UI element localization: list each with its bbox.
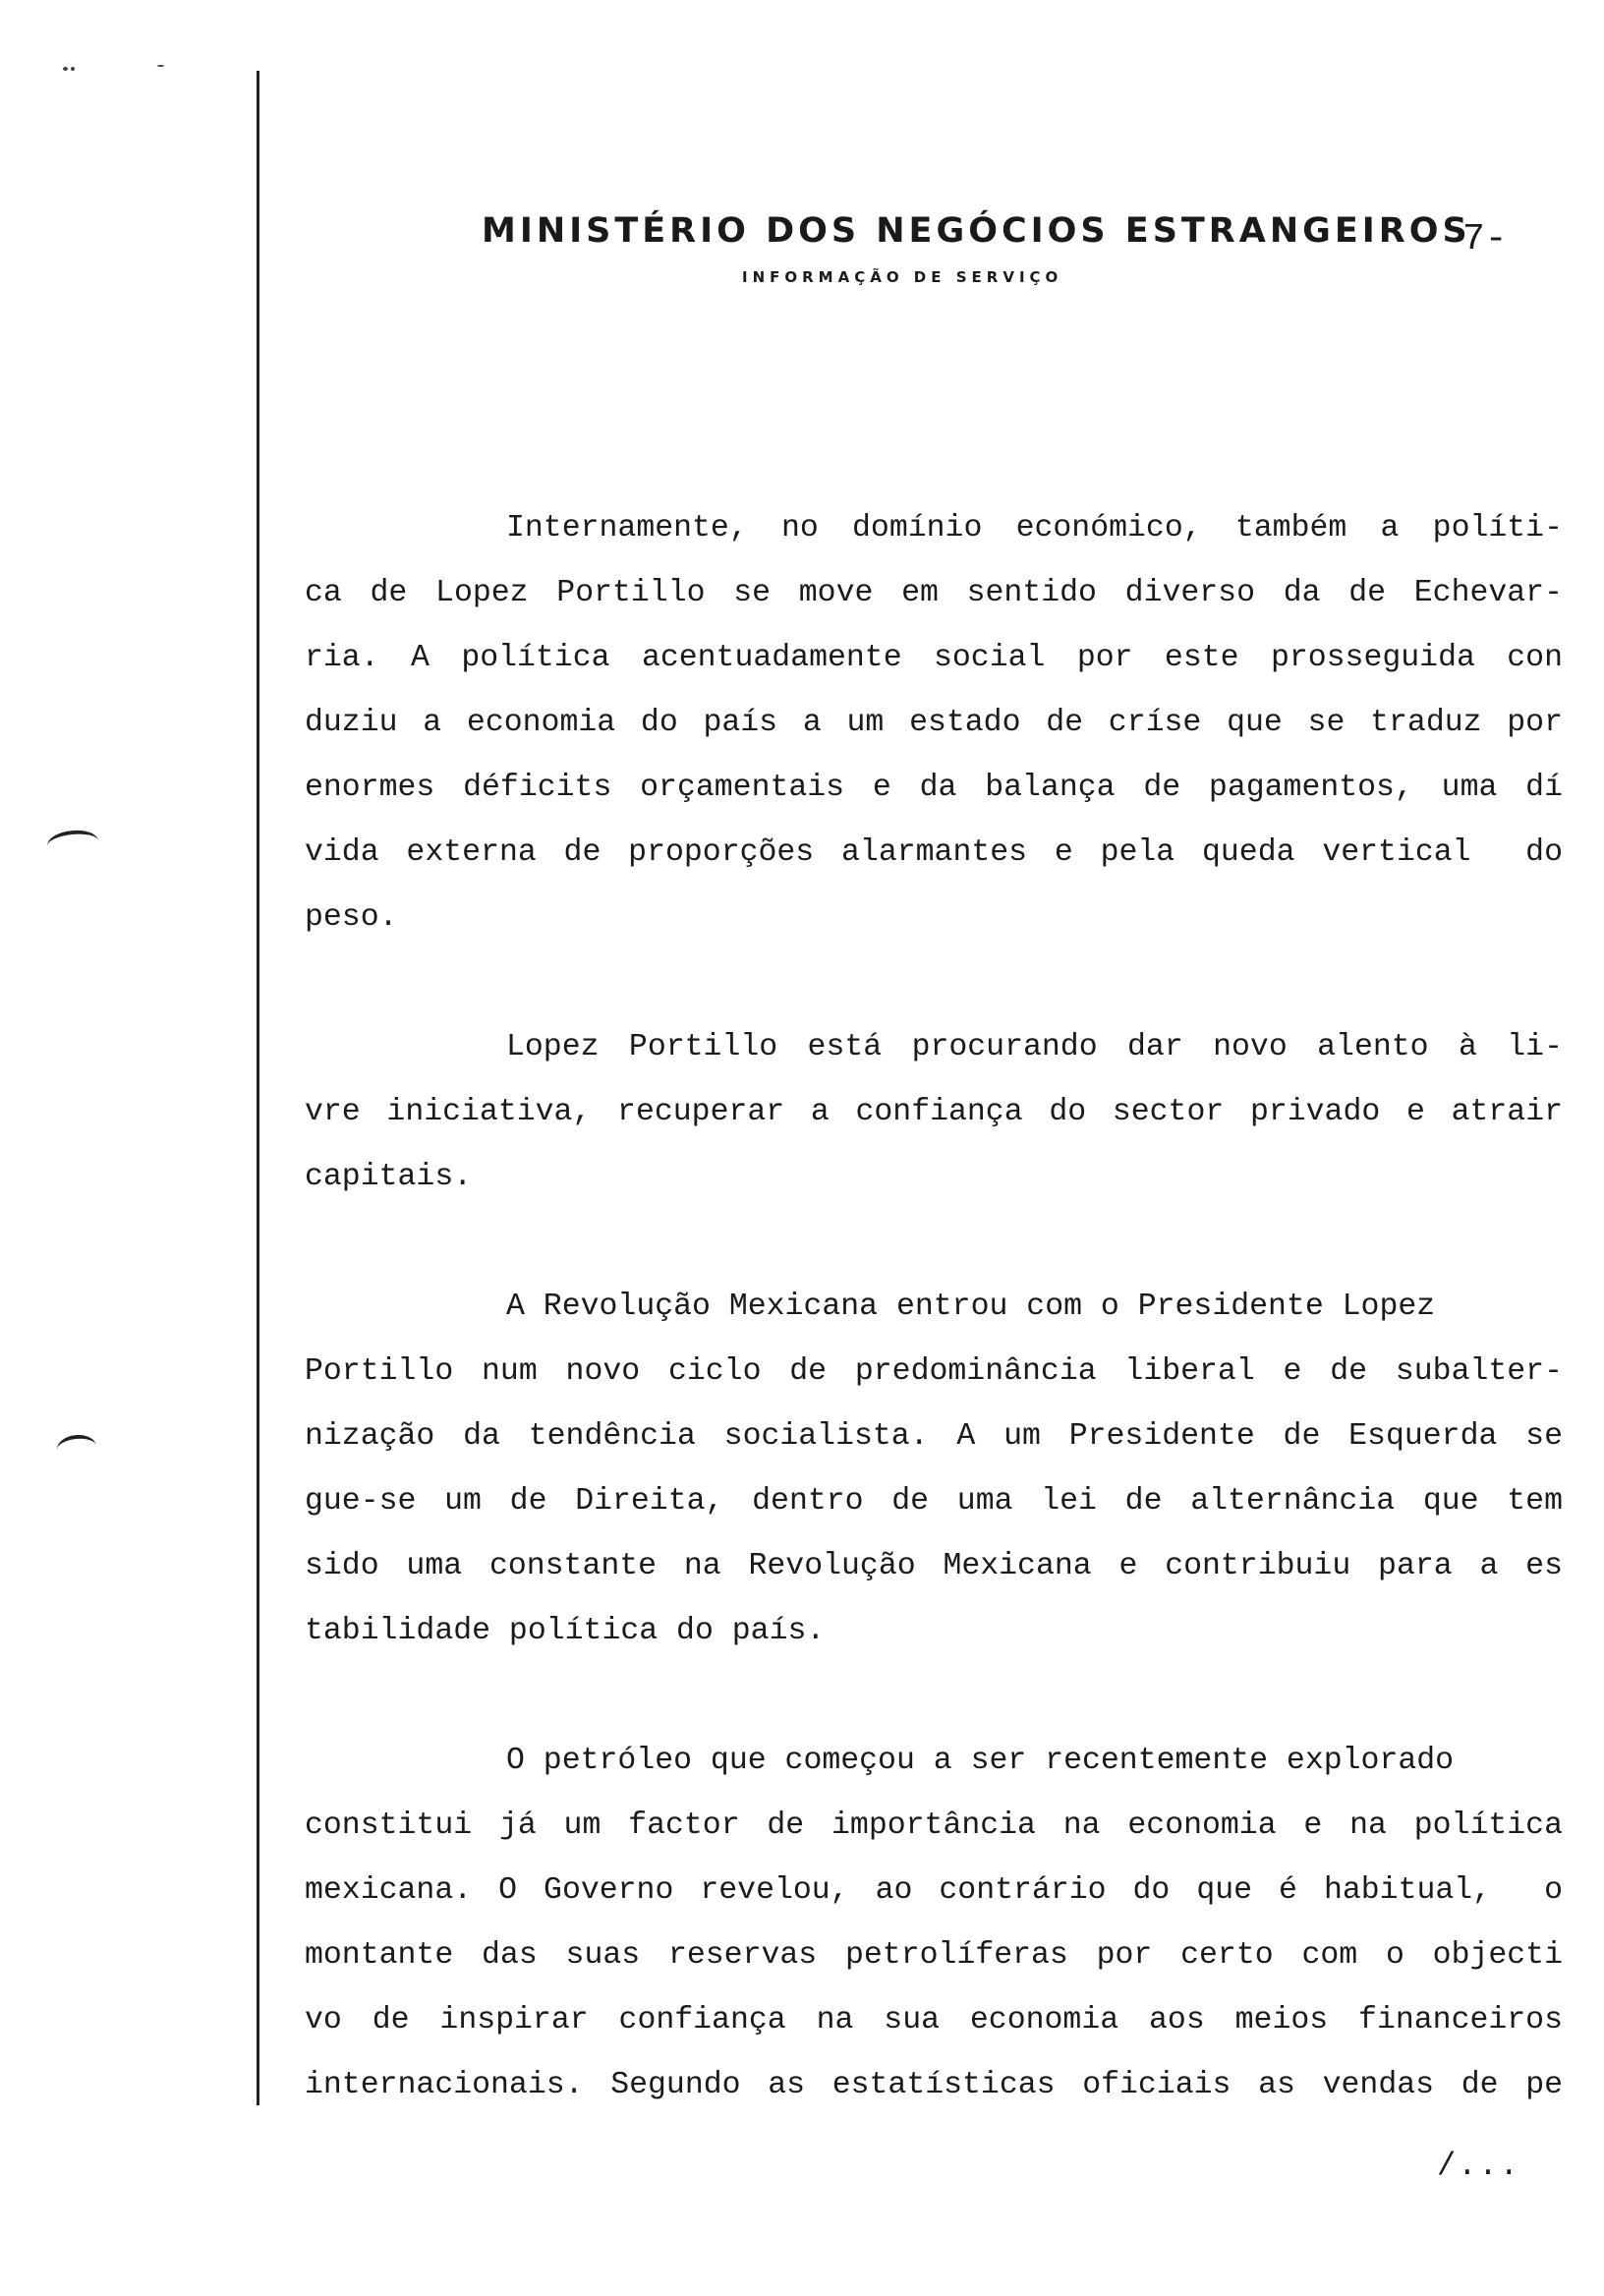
text-line: capitais. (305, 1160, 473, 1194)
hole-punch-mark (46, 828, 99, 858)
text-line: O petróleo que começou a ser recentemente explorado (506, 1744, 1455, 1778)
text-line: Lopez Portillo está procurando dar novo alento à li- (506, 1030, 1563, 1064)
text-line: A Revolução Mexicana entrou com o Presidente Lopez (506, 1290, 1436, 1324)
text-line: ria. A política acentuadamente social por este prosseguida con (305, 641, 1563, 675)
text-line: vo de inspirar confiança na sua economia aos meios financeiros (305, 2003, 1563, 2038)
paragraph (305, 1015, 1563, 1210)
ink-speck (63, 67, 68, 71)
text-line: ca de Lopez Portillo se move em sentido diverso da de Echevar- (305, 576, 1563, 610)
text-line: montante das suas reservas petrolíferas por certo com o objecti (305, 1938, 1563, 1973)
left-margin-rule (257, 71, 259, 2105)
text-line: internacionais. Segundo as estatísticas oficiais as vendas de pe (305, 2068, 1563, 2102)
text-line: enormes déficits orçamentais e da balança de pagamentos, uma dí (305, 771, 1563, 805)
letterhead (482, 211, 1471, 286)
text-line: Portillo num novo ciclo de predominância liberal e de subalter- (305, 1354, 1563, 1389)
text-line: nização da tendência socialista. A um Presidente de Esquerda se (305, 1419, 1563, 1454)
text-line: mexicana. O Governo revelou, ao contrário do que é habitual, o (305, 1873, 1563, 1908)
text-line: constitui já um factor de importância na economia e na política (305, 1808, 1563, 1843)
ink-speck (71, 67, 75, 71)
text-line: sido uma constante na Revolução Mexicana e contribuiu para a es (305, 1549, 1563, 1583)
text-line: vida externa de proporções alarmantes e pela queda vertical do (305, 835, 1563, 870)
hole-punch-mark (56, 1433, 97, 1463)
ink-speck (157, 65, 164, 67)
service-subtitle: INFORMAÇÃO DE SERVIÇO (742, 268, 1063, 286)
ministry-title: MINISTÉRIO DOS NEGÓCIOS ESTRANGEIROS (482, 211, 1471, 251)
text-line: duziu a economia do país a um estado de críse que se traduz por (305, 706, 1563, 740)
text-line: vre iniciativa, recuperar a confiança do sector privado e atrair (305, 1095, 1563, 1129)
text-line: tabilidade política do país. (305, 1614, 826, 1648)
text-line: peso. (305, 900, 398, 935)
paragraph (305, 496, 1563, 950)
text-line: Internamente, no domínio económico, também a políti- (506, 511, 1563, 545)
paragraph (305, 1275, 1563, 1664)
text-line: gue-se um de Direita, dentro de uma lei de alternância que tem (305, 1484, 1563, 1519)
continuation-mark: /... (1437, 2148, 1520, 2184)
document-body (305, 496, 1563, 2183)
paragraph (305, 1729, 1563, 2118)
page-number: 7- (1462, 218, 1508, 260)
